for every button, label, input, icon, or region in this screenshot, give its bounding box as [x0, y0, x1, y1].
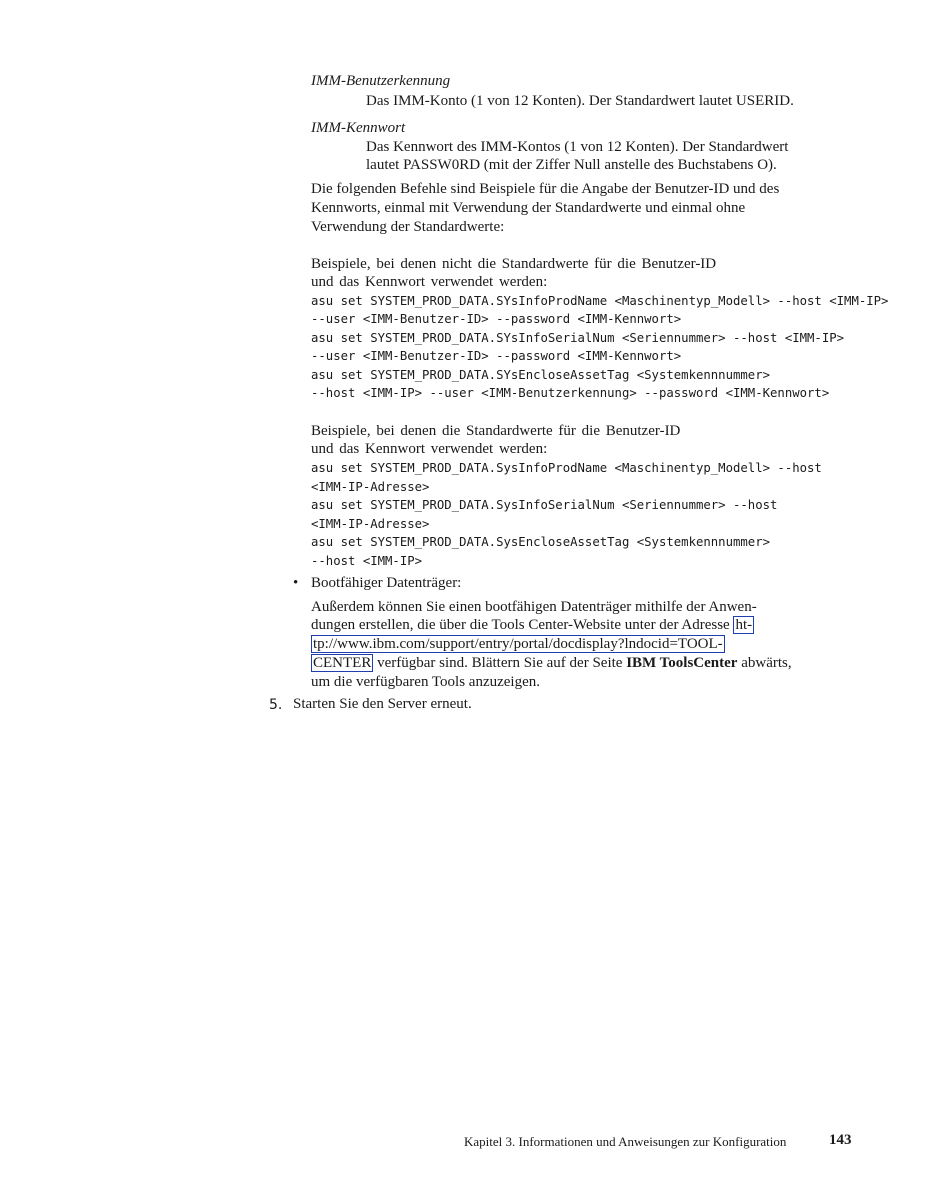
example1-code-line6: --host <IMM-IP> --user <IMM-Benutzerkennung> --password <IMM-Kennwort> [311, 386, 830, 400]
example1-heading-line1: Beispiele, bei denen nicht die Standardwerte für die Benutzer-ID [311, 256, 717, 272]
toolscenter-link-part2[interactable]: tp://www.ibm.com/support/entry/portal/docdisplay?lndocid=TOOL- [313, 636, 723, 652]
definition-text-password-line2: lautet PASSW0RD (mit der Ziffer Null anstelle des Buchstabens O). [366, 157, 777, 173]
definition-term-userid: IMM-Benutzerkennung [311, 73, 451, 89]
bullet-marker: • [293, 575, 299, 591]
example2-code-line5: asu set SYSTEM_PROD_DATA.SysEncloseAssetTag <Systemkennnummer> [311, 535, 771, 549]
example1-code-line5: asu set SYSTEM_PROD_DATA.SYsEncloseAssetTag <Systemkennnummer> [311, 368, 771, 382]
definition-term-password: IMM-Kennwort [311, 120, 406, 136]
bullet-paragraph-line2-text: dungen erstellen, die über die Tools Center-Website unter der Adresse [311, 617, 734, 633]
example2-code-line6: --host <IMM-IP> [311, 554, 423, 568]
bullet-paragraph-line4-end: abwärts, [737, 655, 792, 671]
example1-code-line2: --user <IMM-Benutzer-ID> --password <IMM-Kennwort> [311, 312, 682, 326]
bullet-paragraph-line4 [311, 654, 792, 673]
example2-heading-line2: und das Kennwort verwendet werden: [311, 441, 548, 457]
intro-line-2: Kennworts, einmal mit Verwendung der Standardwerte und einmal ohne [311, 200, 746, 216]
example1-code-line4: --user <IMM-Benutzer-ID> --password <IMM-Kennwort> [311, 349, 682, 363]
page-number: 143 [829, 1132, 852, 1148]
bullet-title: Bootfähiger Datenträger: [311, 575, 462, 591]
footer-chapter: Kapitel 3. Informationen und Anweisungen zur Konfiguration [464, 1134, 787, 1149]
intro-line-3: Verwendung der Standardwerte: [311, 219, 505, 235]
definition-text-userid: Das IMM-Konto (1 von 12 Konten). Der Standardwert lautet USERID. [366, 93, 794, 109]
bullet-paragraph-line5: um die verfügbaren Tools anzuzeigen. [311, 674, 541, 690]
example2-code-line3: asu set SYSTEM_PROD_DATA.SysInfoSerialNum <Seriennummer> --host [311, 498, 778, 512]
example1-code-line3: asu set SYSTEM_PROD_DATA.SYsInfoSerialNum <Seriennummer> --host <IMM-IP> [311, 331, 845, 345]
example2-code-line2: <IMM-IP-Adresse> [311, 480, 430, 494]
toolscenter-link-part1[interactable]: ht- [735, 617, 753, 633]
example2-heading-line1: Beispiele, bei denen die Standardwerte für die Benutzer-ID [311, 423, 681, 439]
step-text: Starten Sie den Server erneut. [293, 696, 472, 712]
example2-code-line4: <IMM-IP-Adresse> [311, 517, 430, 531]
bullet-paragraph-line1: Außerdem können Sie einen bootfähigen Datenträger mithilfe der Anwen- [311, 599, 757, 615]
step-number: 5. [269, 697, 283, 713]
ibm-toolscenter-bold: IBM ToolsCenter [626, 655, 738, 671]
bullet-paragraph-line3 [311, 635, 725, 654]
bullet-paragraph-line4-text: verfügbar sind. Blättern Sie auf der Seite [373, 655, 627, 671]
intro-line-1: Die folgenden Befehle sind Beispiele für die Angabe der Benutzer-ID und des [311, 181, 780, 197]
example2-code-line1: asu set SYSTEM_PROD_DATA.SysInfoProdName <Maschinentyp_Modell> --host [311, 461, 822, 475]
definition-text-password-line1: Das Kennwort des IMM-Kontos (1 von 12 Konten). Der Standardwert [366, 139, 789, 155]
toolscenter-link-part3[interactable]: CENTER [313, 655, 372, 671]
example1-code-line1: asu set SYSTEM_PROD_DATA.SYsInfoProdName <Maschinentyp_Modell> --host <IMM-IP> [311, 294, 889, 308]
bullet-paragraph-line2 [311, 616, 754, 635]
example1-heading-line2: und das Kennwort verwendet werden: [311, 274, 548, 290]
